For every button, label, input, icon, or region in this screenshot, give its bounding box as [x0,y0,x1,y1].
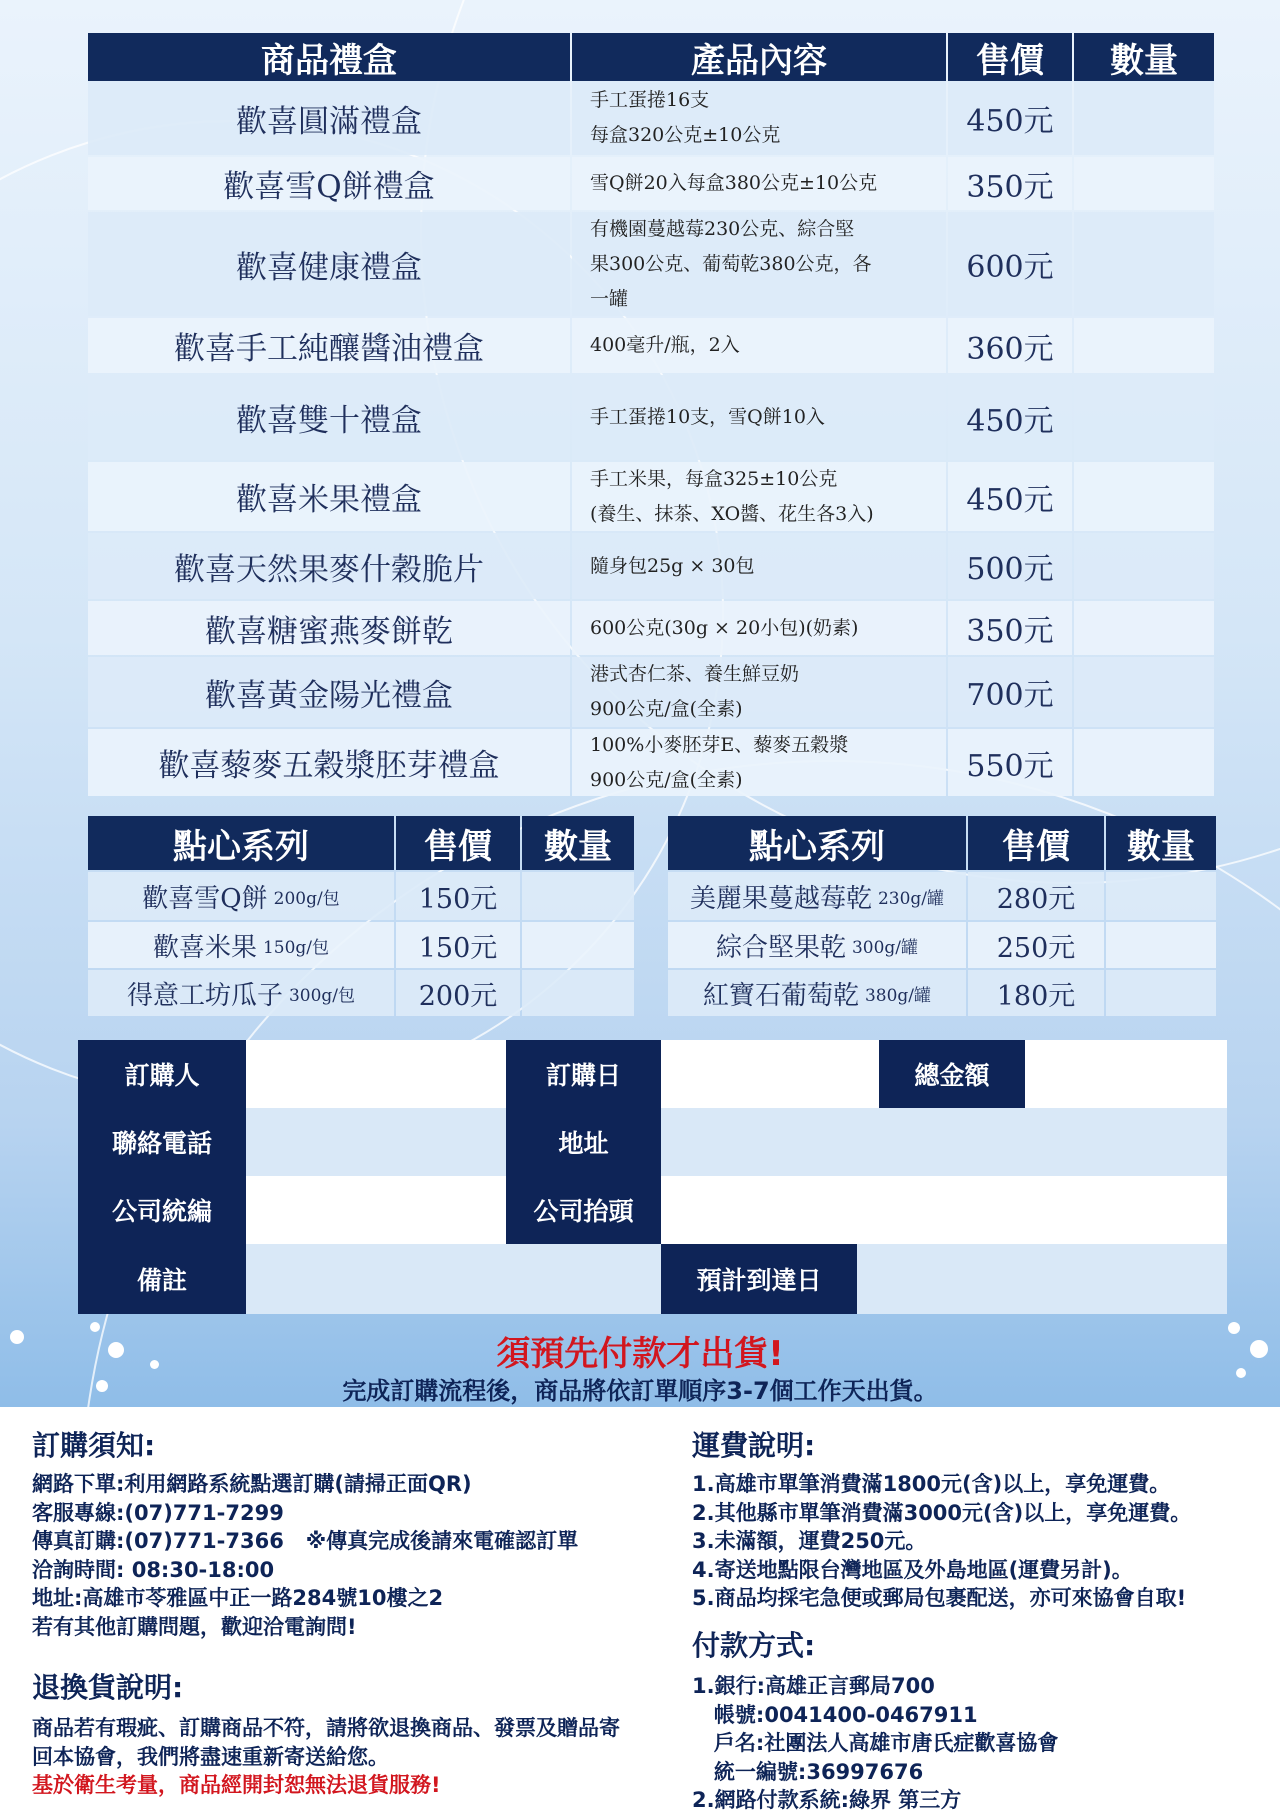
orderer-label: 訂購人 [78,1040,246,1108]
remarks-field[interactable] [246,1244,661,1314]
return-info-title: 退換貨說明: [32,1671,184,1704]
gift-content-text: 隨身包25g × 30包 [590,554,755,577]
quantity-field[interactable] [1074,157,1214,210]
gift-content-text: 手工米果，每盒325±10公克 (養生、抹茶、XO醬、花生各3入) [590,467,874,525]
shipping-info-line: 2.其他縣市單筆消費滿3000元(含)以上，享免運費。 [692,1500,1192,1525]
gift-name: 歡喜雙十禮盒 [88,375,570,460]
gift-name: 歡喜藜麥五穀漿胚芽禮盒 [88,729,570,796]
gift-content-text: 600公克(30g × 20小包)(奶素) [590,616,859,639]
payment-info-line: 帳號:0041400-0467911 [692,1702,978,1727]
gift-content-text: 400毫升/瓶，2入 [590,334,740,356]
gift-content [572,601,946,655]
gift-price: 350元 [948,601,1072,655]
gift-content [572,462,946,531]
shipping-info-line: 1.高雄市單筆消費滿1800元(含)以上，享免運費。 [692,1472,1171,1496]
gift-price: 500元 [948,533,1072,599]
snack-name: 歡喜雪Q餅 [142,883,268,914]
snack-price: 250元 [968,922,1104,968]
gift-content [572,157,946,210]
order-info-line: 若有其他訂購問題，歡迎洽電詢問! [32,1614,357,1639]
snack-price: 200元 [396,970,520,1016]
order-info-line: 網路下單:利用網路系統點選訂購(請掃正面QR) [32,1472,472,1496]
header-price: 售價 [396,816,520,870]
return-warning: 基於衛生考量，商品經開封恕無法退貨服務! [32,1773,441,1797]
expected-date-label: 預計到達日 [661,1244,857,1314]
order-info-line: 地址:高雄市苓雅區中正一路284號10樓之2 [32,1586,444,1610]
gift-name: 歡喜天然果麥什穀脆片 [88,533,570,599]
header-price: 售價 [968,816,1104,870]
gift-price: 450元 [948,375,1072,460]
address-label: 地址 [506,1108,661,1176]
return-info-section [32,1666,682,1800]
gift-price: 450元 [948,462,1072,531]
gift-price: 600元 [948,212,1072,316]
gift-name: 歡喜手工純釀醬油禮盒 [88,318,570,373]
prepay-notice: 須預先付款才出貨! [496,1334,784,1374]
quantity-field[interactable] [1074,729,1214,796]
shipping-order-note: 完成訂購流程後，商品將依訂單順序3-7個工作天出貨。 [342,1377,938,1405]
shipping-info-title: 運費說明: [692,1429,816,1462]
gift-price: 350元 [948,157,1072,210]
gift-name: 歡喜雪Q餅禮盒 [88,157,570,210]
payment-info-line: 戶名:社團法人高雄市唐氏症歡喜協會 [692,1731,1059,1755]
snack-price: 150元 [396,872,520,920]
quantity-field[interactable] [1074,81,1214,155]
order-date-field[interactable] [661,1040,879,1108]
gift-price: 700元 [948,657,1072,727]
payment-info-section [692,1624,1262,1815]
order-info-section [32,1424,682,1641]
quantity-field[interactable] [522,970,634,1016]
gift-name: 歡喜糖蜜燕麥餅乾 [88,601,570,655]
snack-name: 綜合堅果乾 [715,932,846,963]
gift-content-text: 100%小麥胚芽E、藜麥五穀漿 900公克/盒(全素) [590,733,849,791]
snack-name-cell [668,872,966,920]
header-product: 商品禮盒 [88,33,570,81]
snack-name: 歡喜米果 [152,932,257,963]
quantity-field[interactable] [1106,970,1216,1016]
gift-price: 450元 [948,81,1072,155]
return-info-line: 回本協會，我們將盡速重新寄送給您。 [32,1744,389,1769]
gift-price: 360元 [948,318,1072,373]
snack-price: 150元 [396,922,520,968]
address-field[interactable] [661,1108,1227,1176]
snack-name: 得意工坊瓜子 [126,980,283,1011]
payment-info-title: 付款方式: [692,1629,816,1662]
header-snack: 點心系列 [88,816,394,870]
order-info-line: 洽詢時間: 08:30-18:00 [32,1557,275,1582]
snack-size: 300g/包 [288,985,356,1006]
snack-name: 美麗果蔓越莓乾 [689,883,872,914]
order-info-line: 傳真訂購:(07)771-7366 ※傳真完成後請來電確認訂單 [32,1529,579,1553]
gift-name: 歡喜米果禮盒 [88,462,570,531]
gift-content-text: 手工蛋捲16支 每盒320公克±10公克 [590,89,781,146]
company-title-field[interactable] [661,1176,1227,1244]
snack-size: 200g/包 [273,888,340,909]
gift-content [572,212,946,316]
gift-content [572,729,946,796]
gift-name: 歡喜圓滿禮盒 [88,81,570,155]
phone-label: 聯絡電話 [78,1108,246,1176]
gift-content [572,375,946,460]
shipping-info-line: 5.商品均採宅急便或郵局包裹配送，亦可來協會自取! [692,1586,1187,1610]
return-info-line: 商品若有瑕疵、訂購商品不符，請將欲退換商品、發票及贈品寄 [32,1716,620,1740]
tax-id-field[interactable] [246,1176,506,1244]
gift-content-text: 港式杏仁茶、養生鮮豆奶 900公克/盒(全素) [590,663,800,720]
payment-info-line: 統一編號:36997676 [692,1759,924,1784]
expected-date-field[interactable] [857,1244,1227,1314]
snack-price: 280元 [968,872,1104,920]
payment-info-line: 2.網路付款系統:綠界 第三方 [692,1788,962,1812]
header-qty: 數量 [522,816,634,870]
header-qty: 數量 [1074,33,1214,81]
snack-name-cell [88,872,394,920]
header-snack: 點心系列 [668,816,966,870]
snack-name-cell [88,922,394,968]
quantity-field[interactable] [1074,375,1214,460]
gift-content [572,318,946,373]
gift-content [572,657,946,727]
snack-size: 300g/罐 [851,937,919,958]
order-info-title: 訂購須知: [32,1429,156,1462]
gift-content-text: 有機園蔓越莓230公克、綜合堅 果300公克、葡萄乾380公克，各 一罐 [590,217,872,310]
snack-size: 380g/罐 [864,985,932,1006]
shipping-info-section [692,1424,1262,1613]
snack-price: 180元 [968,970,1104,1016]
snack-name-cell [88,970,394,1016]
order-info-line: 客服專線:(07)771-7299 [32,1500,284,1525]
quantity-field[interactable] [1074,601,1214,655]
gift-content [572,533,946,599]
order-date-label: 訂購日 [506,1040,661,1108]
snack-size: 150g/包 [262,937,330,958]
orderer-field[interactable] [246,1040,506,1108]
shipping-info-line: 4.寄送地點限台灣地區及外島地區(運費另計)。 [692,1557,1133,1582]
snack-name-cell [668,970,966,1016]
gift-content-text: 雪Q餅20入每盒380公克±10公克 [590,172,878,194]
company-title-label: 公司抬頭 [506,1176,661,1244]
payment-info-line: 1.銀行:高雄正言郵局700 [692,1674,935,1698]
quantity-field[interactable] [1106,872,1216,920]
quantity-field[interactable] [1074,212,1214,316]
quantity-field[interactable] [522,922,634,968]
total-field[interactable] [1025,1040,1227,1108]
gift-content [572,81,946,155]
quantity-field[interactable] [1074,318,1214,373]
header-qty: 數量 [1106,816,1216,870]
shipping-info-line: 3.未滿額，運費250元。 [692,1529,927,1553]
quantity-field[interactable] [1074,462,1214,531]
snack-name: 紅寶石葡萄乾 [702,980,859,1011]
snack-size: 230g/罐 [877,888,945,909]
quantity-field[interactable] [1106,922,1216,968]
header-price: 售價 [948,33,1072,81]
remarks-label: 備註 [78,1244,246,1314]
gift-content-text: 手工蛋捲10支，雪Q餅10入 [590,406,825,428]
gift-name: 歡喜黃金陽光禮盒 [88,657,570,727]
gift-price: 550元 [948,729,1072,796]
phone-field[interactable] [246,1108,506,1176]
tax-id-label: 公司統編 [78,1176,246,1244]
gift-name: 歡喜健康禮盒 [88,212,570,316]
quantity-field[interactable] [522,872,634,920]
quantity-field[interactable] [1074,533,1214,599]
header-content: 產品內容 [572,33,946,81]
snack-name-cell [668,922,966,968]
total-label: 總金額 [879,1040,1025,1108]
quantity-field[interactable] [1074,657,1214,727]
